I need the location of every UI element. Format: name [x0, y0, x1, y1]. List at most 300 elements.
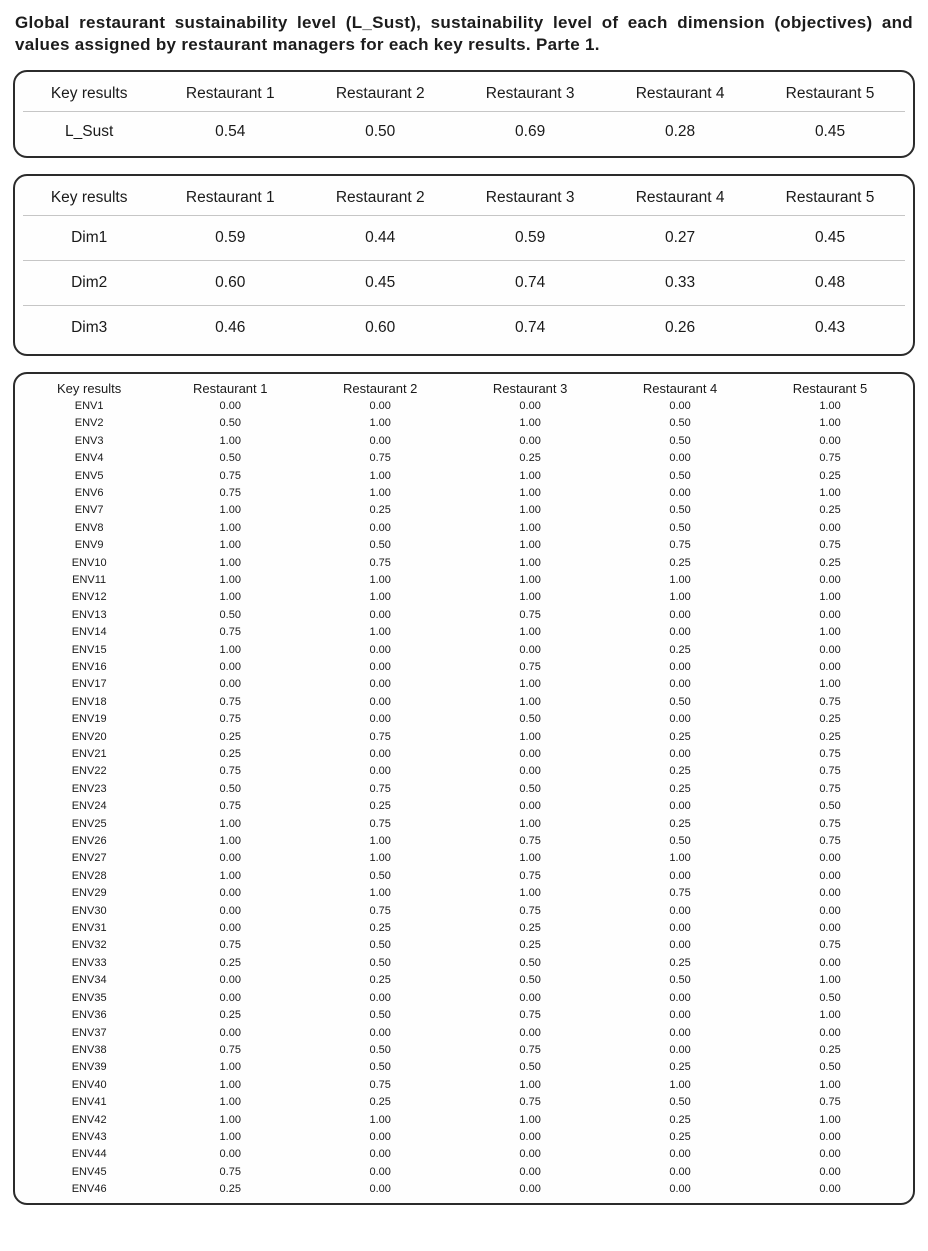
value-cell: 0.75	[369, 730, 391, 743]
value-cell: 0.00	[219, 660, 241, 673]
value-cell: 0.00	[819, 660, 841, 673]
value-cell: 0.00	[669, 922, 691, 935]
value-cell: 0.54	[155, 111, 305, 152]
value-cell: 1.00	[219, 1061, 241, 1074]
row-label: ENV43	[71, 1130, 107, 1143]
value-cell: 0.25	[669, 782, 691, 795]
value-cell: 0.00	[669, 991, 691, 1004]
restaurant-column-header: Restaurant 1	[185, 188, 275, 206]
value-cell: 0.00	[819, 1130, 841, 1143]
value-cell: 0.00	[669, 800, 691, 813]
value-cell: 0.50	[369, 956, 391, 969]
value-cell: 0.00	[519, 1165, 541, 1178]
restaurant-column-header: Restaurant 4	[635, 84, 725, 102]
value-cell: 0.45	[755, 215, 905, 260]
row-label: ENV22	[71, 765, 107, 778]
value-cell: 0.25	[669, 1061, 691, 1074]
row-label: ENV16	[71, 660, 107, 673]
value-cell: 0.25	[669, 1113, 691, 1126]
row-label: L_Sust	[23, 111, 155, 152]
value-cell: 1.00	[519, 678, 541, 691]
value-cell: 0.50	[669, 521, 691, 534]
row-label: ENV45	[71, 1165, 107, 1178]
value-cell: 0.50	[369, 1043, 391, 1056]
restaurant-column-header: Restaurant 3	[485, 84, 575, 102]
value-cell: 1.00	[519, 539, 541, 552]
row-label: ENV31	[71, 922, 107, 935]
table-row	[23, 903, 905, 920]
value-cell: 1.00	[219, 521, 241, 534]
value-cell: 0.25	[219, 956, 241, 969]
row-label: ENV4	[74, 452, 104, 465]
value-cell: 0.00	[519, 991, 541, 1004]
value-cell: 0.74	[455, 305, 605, 350]
value-cell: 1.00	[519, 486, 541, 499]
restaurant-column-header: Restaurant 2	[342, 380, 418, 396]
header-row	[23, 180, 905, 216]
value-cell: 1.00	[219, 643, 241, 656]
value-cell: 0.28	[605, 111, 755, 152]
value-cell: 1.00	[219, 835, 241, 848]
value-cell: 0.50	[669, 974, 691, 987]
row-label: ENV1	[74, 399, 104, 412]
value-cell: 0.75	[219, 486, 241, 499]
value-cell: 0.25	[369, 800, 391, 813]
value-cell: 0.00	[519, 399, 541, 412]
row-label: ENV23	[71, 782, 107, 795]
value-cell: 0.25	[669, 1130, 691, 1143]
value-cell: 0.25	[669, 730, 691, 743]
value-cell: 1.00	[669, 573, 691, 586]
value-cell: 0.25	[669, 817, 691, 830]
table-row	[23, 502, 905, 519]
value-cell: 1.00	[519, 852, 541, 865]
value-cell: 0.50	[519, 974, 541, 987]
header-row	[23, 76, 905, 112]
table-row	[23, 990, 905, 1007]
row-label: ENV18	[71, 695, 107, 708]
value-cell: 0.00	[669, 1148, 691, 1161]
table-row	[23, 711, 905, 728]
value-cell: 0.50	[219, 417, 241, 430]
value-cell: 0.25	[219, 1183, 241, 1196]
table-row	[23, 1059, 905, 1076]
value-cell: 0.25	[669, 765, 691, 778]
key-results-column-header: Key results	[50, 84, 128, 102]
value-cell: 1.00	[219, 817, 241, 830]
value-cell: 0.75	[819, 765, 841, 778]
restaurant-column-header: Restaurant 5	[785, 84, 875, 102]
value-cell: 0.75	[219, 1165, 241, 1178]
value-cell: 0.59	[455, 215, 605, 260]
table-row	[23, 850, 905, 867]
data-table	[23, 180, 905, 350]
row-label: ENV10	[71, 556, 107, 569]
value-cell: 1.00	[369, 591, 391, 604]
value-cell: 0.00	[669, 1183, 691, 1196]
value-cell: 0.25	[369, 504, 391, 517]
value-cell: 0.33	[605, 260, 755, 305]
value-cell: 1.00	[519, 626, 541, 639]
row-label: ENV25	[71, 817, 107, 830]
table-row	[23, 398, 905, 415]
row-label: ENV27	[71, 852, 107, 865]
table-row	[23, 537, 905, 554]
row-label: Dim2	[23, 260, 155, 305]
value-cell: 0.46	[155, 305, 305, 350]
value-cell: 0.75	[219, 713, 241, 726]
table-row	[23, 1164, 905, 1181]
value-cell: 0.69	[455, 111, 605, 152]
value-cell: 0.50	[519, 956, 541, 969]
row-label: ENV38	[71, 1043, 107, 1056]
row-label: ENV41	[71, 1096, 107, 1109]
data-table	[23, 378, 905, 1199]
table-row	[23, 415, 905, 432]
value-cell: 0.00	[369, 695, 391, 708]
value-cell: 0.00	[669, 1009, 691, 1022]
value-cell: 1.00	[519, 1078, 541, 1091]
table-row	[23, 433, 905, 450]
value-cell: 0.75	[369, 556, 391, 569]
value-cell: 0.26	[605, 305, 755, 350]
value-cell: 0.75	[369, 1078, 391, 1091]
value-cell: 0.00	[819, 573, 841, 586]
value-cell: 0.00	[369, 1165, 391, 1178]
value-cell: 0.00	[819, 608, 841, 621]
value-cell: 1.00	[819, 1009, 841, 1022]
value-cell: 0.44	[305, 215, 455, 260]
value-cell: 0.00	[669, 608, 691, 621]
value-cell: 1.00	[369, 887, 391, 900]
row-label: ENV13	[71, 608, 107, 621]
value-cell: 1.00	[219, 1130, 241, 1143]
row-label: ENV7	[74, 504, 104, 517]
row-label: ENV29	[71, 887, 107, 900]
value-cell: 0.60	[305, 305, 455, 350]
value-cell: 0.25	[819, 713, 841, 726]
table-row	[23, 572, 905, 589]
value-cell: 0.00	[819, 521, 841, 534]
row-label: ENV2	[74, 417, 104, 430]
restaurant-column-header: Restaurant 1	[193, 380, 268, 396]
value-cell: 0.00	[819, 869, 841, 882]
table-row	[23, 1181, 905, 1198]
value-cell: 0.00	[369, 1026, 391, 1039]
value-cell: 0.00	[669, 1043, 691, 1056]
row-label: ENV44	[71, 1148, 107, 1161]
value-cell: 0.43	[755, 305, 905, 350]
value-cell: 0.75	[369, 782, 391, 795]
value-cell: 0.00	[669, 904, 691, 917]
global-sustainability-table	[13, 70, 915, 158]
value-cell: 0.74	[455, 260, 605, 305]
table-row	[23, 763, 905, 780]
value-cell: 1.00	[369, 469, 391, 482]
value-cell: 0.00	[219, 399, 241, 412]
value-cell: 1.00	[819, 626, 841, 639]
restaurant-column-header: Restaurant 1	[185, 84, 275, 102]
value-cell: 0.00	[369, 434, 391, 447]
value-cell: 0.50	[219, 608, 241, 621]
value-cell: 0.75	[819, 748, 841, 760]
value-cell: 0.27	[605, 215, 755, 260]
value-cell: 0.25	[819, 730, 841, 743]
value-cell: 0.00	[669, 678, 691, 691]
table-row	[23, 607, 905, 624]
value-cell: 0.25	[369, 974, 391, 987]
value-cell: 0.00	[819, 1183, 841, 1196]
value-cell: 0.00	[819, 956, 841, 969]
value-cell: 1.00	[669, 1078, 691, 1091]
value-cell: 0.75	[519, 660, 541, 673]
value-cell: 0.00	[669, 399, 691, 412]
table-row	[23, 1007, 905, 1024]
value-cell: 1.00	[219, 1078, 241, 1091]
value-cell: 0.25	[819, 556, 841, 569]
value-cell: 0.75	[369, 904, 391, 917]
value-cell: 0.59	[155, 215, 305, 260]
value-cell: 0.45	[305, 260, 455, 305]
table-row	[23, 920, 905, 937]
value-cell: 0.45	[755, 111, 905, 152]
value-cell: 0.25	[669, 643, 691, 656]
value-cell: 1.00	[519, 591, 541, 604]
value-cell: 1.00	[819, 486, 841, 499]
value-cell: 1.00	[369, 835, 391, 848]
value-cell: 0.25	[669, 956, 691, 969]
value-cell: 1.00	[519, 556, 541, 569]
value-cell: 0.50	[669, 434, 691, 447]
row-label: ENV28	[71, 869, 107, 882]
value-cell: 0.00	[369, 660, 391, 673]
value-cell: 0.25	[519, 922, 541, 935]
value-cell: 0.00	[369, 713, 391, 726]
table-row	[23, 659, 905, 676]
value-cell: 0.00	[669, 869, 691, 882]
value-cell: 0.00	[669, 660, 691, 673]
value-cell: 0.00	[369, 765, 391, 778]
row-label: ENV15	[71, 643, 107, 656]
row-label: Dim1	[23, 215, 155, 260]
table-row	[23, 260, 905, 305]
value-cell: 1.00	[669, 591, 691, 604]
table-row	[23, 1042, 905, 1059]
value-cell: 1.00	[369, 417, 391, 430]
value-cell: 0.00	[819, 904, 841, 917]
table-row	[23, 816, 905, 833]
value-cell: 0.00	[519, 800, 541, 813]
value-cell: 0.00	[369, 1183, 391, 1196]
value-cell: 0.00	[669, 713, 691, 726]
table-row	[23, 468, 905, 485]
value-cell: 0.00	[219, 852, 241, 865]
value-cell: 1.00	[519, 730, 541, 743]
table-row	[23, 520, 905, 537]
value-cell: 0.00	[519, 765, 541, 778]
value-cell: 0.00	[519, 748, 541, 760]
row-label: ENV46	[71, 1183, 107, 1196]
value-cell: 1.00	[219, 434, 241, 447]
row-label: ENV11	[72, 573, 107, 586]
table-row	[23, 555, 905, 572]
table-row	[23, 972, 905, 989]
env-values-table	[13, 372, 915, 1205]
value-cell: 0.50	[819, 991, 841, 1004]
value-cell: 0.00	[519, 1148, 541, 1161]
value-cell: 1.00	[219, 591, 241, 604]
value-cell: 0.75	[669, 539, 691, 552]
row-label: ENV8	[74, 521, 104, 534]
table-row	[23, 485, 905, 502]
row-label: ENV3	[74, 434, 104, 447]
value-cell: 0.75	[819, 695, 841, 708]
value-cell: 1.00	[219, 556, 241, 569]
value-cell: 0.50	[369, 539, 391, 552]
value-cell: 0.75	[519, 1096, 541, 1109]
value-cell: 0.75	[519, 608, 541, 621]
value-cell: 1.00	[819, 591, 841, 604]
value-cell: 0.75	[219, 695, 241, 708]
value-cell: 0.00	[819, 887, 841, 900]
value-cell: 0.75	[819, 939, 841, 952]
value-cell: 0.25	[219, 748, 241, 760]
row-label: ENV32	[71, 939, 107, 952]
value-cell: 0.25	[219, 1009, 241, 1022]
value-cell: 0.00	[219, 1026, 241, 1039]
restaurant-column-header: Restaurant 4	[635, 188, 725, 206]
data-table	[23, 76, 905, 152]
page-title: Global restaurant sustainability level (L_Sust), sustainability level of each dimension (objectives) and values assigned by restaurant managers for each key results. Parte 1.	[15, 13, 913, 55]
value-cell: 0.50	[369, 1061, 391, 1074]
value-cell: 0.48	[755, 260, 905, 305]
table-row	[23, 868, 905, 885]
row-label: ENV30	[71, 904, 107, 917]
value-cell: 0.50	[519, 713, 541, 726]
value-cell: 1.00	[369, 486, 391, 499]
value-cell: 0.50	[305, 111, 455, 152]
value-cell: 1.00	[519, 817, 541, 830]
value-cell: 0.00	[219, 904, 241, 917]
table-row	[23, 1077, 905, 1094]
value-cell: 0.75	[519, 1043, 541, 1056]
value-cell: 0.00	[669, 452, 691, 465]
table-row	[23, 676, 905, 693]
restaurant-column-header: Restaurant 3	[485, 188, 575, 206]
value-cell: 1.00	[519, 504, 541, 517]
restaurant-column-header: Restaurant 5	[792, 380, 868, 396]
value-cell: 0.75	[219, 939, 241, 952]
value-cell: 0.75	[519, 835, 541, 848]
row-label: ENV6	[74, 486, 104, 499]
value-cell: 0.25	[669, 556, 691, 569]
value-cell: 0.75	[369, 817, 391, 830]
value-cell: 0.00	[369, 748, 391, 760]
value-cell: 0.25	[519, 939, 541, 952]
value-cell: 1.00	[369, 1113, 391, 1126]
value-cell: 0.50	[369, 1009, 391, 1022]
row-label: ENV20	[71, 730, 107, 743]
table-row	[23, 937, 905, 954]
value-cell: 0.00	[219, 974, 241, 987]
table-row	[23, 729, 905, 746]
row-label: ENV36	[71, 1009, 107, 1022]
value-cell: 0.75	[369, 452, 391, 465]
value-cell: 0.50	[519, 1061, 541, 1074]
row-label: ENV5	[74, 469, 104, 482]
value-cell: 1.00	[669, 852, 691, 865]
value-cell: 0.75	[219, 765, 241, 778]
key-results-column-header: Key results	[56, 380, 122, 396]
value-cell: 1.00	[219, 1096, 241, 1109]
value-cell: 0.00	[519, 434, 541, 447]
row-label: ENV9	[74, 539, 104, 552]
value-cell: 0.25	[369, 922, 391, 935]
value-cell: 1.00	[819, 399, 841, 412]
value-cell: 0.00	[819, 1165, 841, 1178]
value-cell: 0.00	[369, 1130, 391, 1143]
value-cell: 0.00	[219, 1148, 241, 1161]
value-cell: 1.00	[819, 678, 841, 691]
row-label: ENV39	[71, 1061, 107, 1074]
value-cell: 1.00	[519, 573, 541, 586]
value-cell: 0.50	[669, 695, 691, 708]
value-cell: 1.00	[369, 852, 391, 865]
restaurant-column-header: Restaurant 2	[335, 188, 425, 206]
value-cell: 0.75	[519, 904, 541, 917]
row-label: ENV17	[71, 678, 107, 691]
value-cell: 0.50	[669, 835, 691, 848]
value-cell: 0.75	[819, 1096, 841, 1109]
table-row	[23, 642, 905, 659]
value-cell: 0.00	[369, 521, 391, 534]
value-cell: 0.75	[219, 469, 241, 482]
value-cell: 0.50	[669, 469, 691, 482]
value-cell: 0.50	[669, 1096, 691, 1109]
value-cell: 0.00	[369, 1148, 391, 1161]
value-cell: 1.00	[219, 1113, 241, 1126]
value-cell: 1.00	[519, 695, 541, 708]
table-row	[23, 305, 905, 350]
row-label: ENV26	[71, 835, 107, 848]
value-cell: 0.00	[669, 486, 691, 499]
value-cell: 0.00	[669, 939, 691, 952]
row-label: ENV33	[71, 956, 107, 969]
row-label: ENV37	[71, 1026, 107, 1039]
value-cell: 0.25	[219, 730, 241, 743]
value-cell: 1.00	[519, 887, 541, 900]
value-cell: 0.00	[219, 922, 241, 935]
restaurant-column-header: Restaurant 5	[785, 188, 875, 206]
value-cell: 1.00	[369, 626, 391, 639]
value-cell: 1.00	[519, 417, 541, 430]
table-row	[23, 955, 905, 972]
value-cell: 0.75	[669, 887, 691, 900]
value-cell: 0.75	[819, 452, 841, 465]
value-cell: 0.25	[819, 504, 841, 517]
table-row	[23, 746, 905, 763]
value-cell: 0.00	[369, 991, 391, 1004]
table-row	[23, 798, 905, 815]
restaurant-column-header: Restaurant 4	[642, 380, 718, 396]
value-cell: 0.00	[369, 678, 391, 691]
value-cell: 0.50	[819, 1061, 841, 1074]
table-row	[23, 589, 905, 606]
value-cell: 0.25	[369, 1096, 391, 1109]
value-cell: 0.00	[819, 1026, 841, 1039]
value-cell: 1.00	[219, 869, 241, 882]
value-cell: 0.50	[819, 800, 841, 813]
